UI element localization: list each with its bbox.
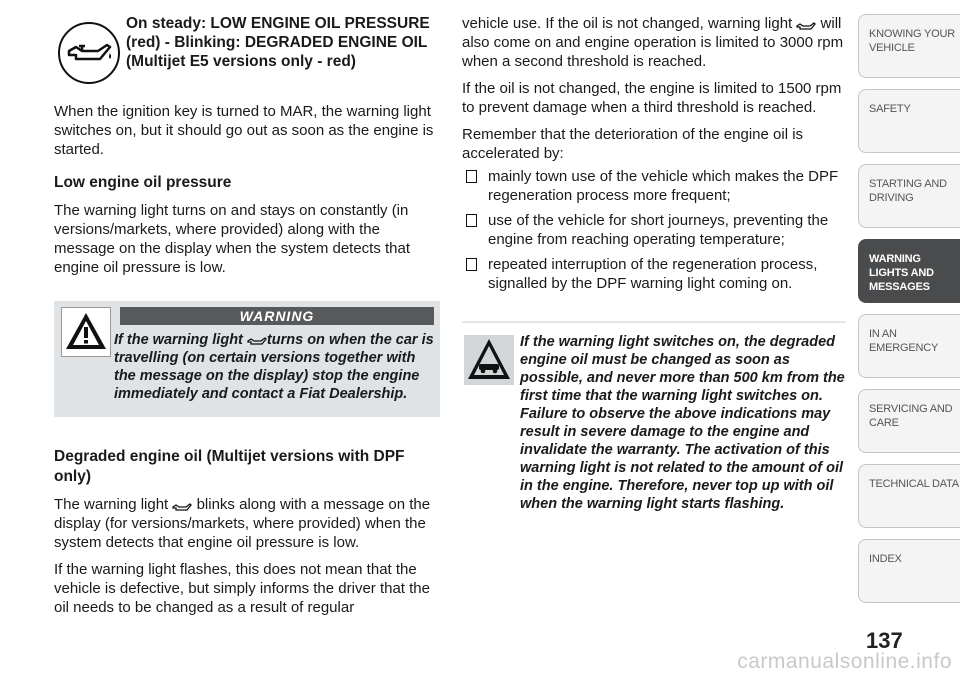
list-item	[462, 255, 846, 293]
warning-label: WARNING	[120, 307, 434, 325]
low-pressure-heading: Low engine oil pressure	[54, 174, 232, 191]
warning-text	[60, 331, 434, 403]
tab-warning-lights-and-messages[interactable]: WARNING LIGHTS AND MESSAGES	[858, 239, 960, 303]
accelerators-list	[462, 167, 846, 293]
list-item-text: repeated interruption of the regeneration process, signalled by the DPF warning light coming on.	[488, 256, 818, 292]
caution-note-text	[462, 333, 846, 513]
caution-note-body: If the warning light switches on, the degraded engine oil must be changed as soon as possible, and never more than 500 km from the first time that the warning light switches on. Failure to observe the above indications may result in severe damage to the engine and invalidate the warranty. The activation of this warning light is not related to the amount of oil in the engine. Therefore, never top up with oil when the warning light starts flashing.	[520, 334, 845, 512]
degraded-paragraph-2: If the warning light flashes, this does not mean that the vehicle is defective, but simply informs the driver that the oil needs to be changed as a result of regular	[54, 561, 430, 616]
square-bullet-icon	[466, 258, 477, 271]
tab-starting-and-driving[interactable]: STARTING AND DRIVING	[858, 164, 960, 228]
caution-triangle-icon	[464, 335, 514, 385]
oil-can-icon	[172, 499, 192, 511]
section-title: On steady: LOW ENGINE OIL PRESSURE (red) - Blinking: DEGRADED ENGINE OIL (Multijet E5 versions only - red)	[126, 15, 430, 70]
right-paragraph-2: If the oil is not changed, the engine is limited to 1500 rpm to prevent damage when a third threshold is reached.	[462, 80, 842, 116]
right-p1-b: will also come on and engine operation is limited to 3000 rpm when a second threshold is reached.	[462, 15, 844, 70]
page-number: 137	[866, 628, 903, 653]
right-paragraph-3: Remember that the deterioration of the engine oil is accelerated by:	[462, 126, 804, 162]
intro-paragraph: When the ignition key is turned to MAR, the warning light switches on, but it should go out as soon as the engine is started.	[54, 103, 434, 158]
right-p1-a: vehicle use. If the oil is not changed, warning light	[462, 15, 793, 32]
low-pressure-paragraph: The warning light turns on and stays on constantly (in versions/markets, where provided) along with the message on the display when the system detects that engine oil pressure is low.	[54, 202, 411, 276]
warning-text-b: turns on when the car is travelling (on certain versions together with the message on the display) stop the engine immediately and contact a Fiat Dealership.	[114, 332, 434, 402]
oil-can-warning-icon	[58, 22, 120, 84]
warning-triangle-icon	[61, 307, 111, 357]
chapter-sidebar	[858, 14, 960, 614]
tab-technical-data[interactable]: TECHNICAL DATA	[858, 464, 960, 528]
tab-servicing-and-care[interactable]: SERVICING AND CARE	[858, 389, 960, 453]
right-column	[462, 14, 846, 513]
tab-in-an-emergency[interactable]: IN AN EMERGENCY	[858, 314, 960, 378]
list-item	[462, 211, 846, 249]
warning-box	[54, 301, 440, 417]
right-paragraph-1	[462, 14, 846, 71]
square-bullet-icon	[466, 170, 477, 183]
list-item	[462, 167, 846, 205]
degraded-p1-a: The warning light	[54, 496, 169, 513]
caution-note	[462, 321, 846, 513]
oil-can-icon	[247, 334, 267, 346]
tab-safety[interactable]: SAFETY	[858, 89, 960, 153]
tab-index[interactable]: INDEX	[858, 539, 960, 603]
section-header	[54, 14, 440, 94]
warning-text-a: If the warning light	[114, 332, 243, 348]
degraded-paragraph-1	[54, 495, 440, 552]
list-item-text: mainly town use of the vehicle which makes the DPF regeneration process more frequent;	[488, 168, 839, 204]
degraded-p1-b: blinks along with a message on the display (for versions/markets, where provided) when the system detects that engine oil pressure is low.	[54, 496, 431, 551]
oil-can-icon	[796, 18, 816, 30]
left-column	[54, 14, 440, 617]
watermark: carmanualsonline.info	[737, 650, 952, 673]
tab-knowing-your-vehicle[interactable]: KNOWING YOUR VEHICLE	[858, 14, 960, 78]
list-item-text: use of the vehicle for short journeys, preventing the engine from reaching operating temperature;	[488, 212, 829, 248]
square-bullet-icon	[466, 214, 477, 227]
degraded-oil-heading: Degraded engine oil (Multijet versions with DPF only)	[54, 448, 405, 485]
